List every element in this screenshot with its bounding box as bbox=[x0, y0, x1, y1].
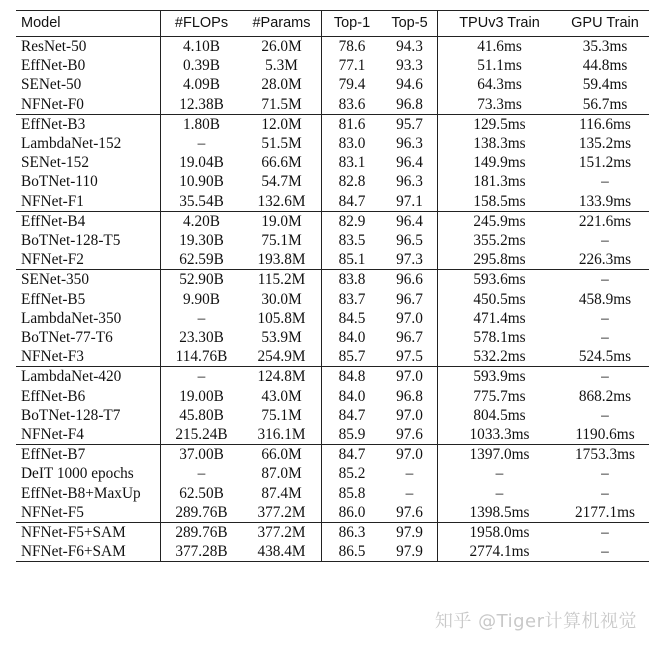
value-cell: 83.6 bbox=[322, 95, 383, 115]
value-cell: 96.8 bbox=[396, 387, 423, 405]
table-row bbox=[16, 192, 649, 212]
value-cell: 129.5ms bbox=[438, 114, 562, 134]
model-name-cell: SENet-152 bbox=[21, 154, 89, 172]
value-cell: 96.4 bbox=[396, 154, 423, 172]
value-cell: 450.5ms bbox=[438, 290, 562, 309]
value-cell: 215.24B bbox=[161, 425, 243, 445]
value-cell: 19.00B bbox=[161, 387, 243, 406]
value-cell: 96.6 bbox=[382, 270, 438, 290]
value-cell: 97.9 bbox=[382, 542, 438, 562]
value-cell: 12.38B bbox=[161, 95, 243, 115]
value-cell: 471.4ms bbox=[438, 309, 562, 328]
model-name-cell: BoTNet-110 bbox=[21, 173, 98, 191]
value-cell: 593.6ms bbox=[438, 270, 562, 290]
value-cell: – bbox=[561, 523, 649, 543]
table-row bbox=[16, 231, 649, 250]
table-row bbox=[16, 328, 649, 347]
value-cell: 75.1M bbox=[261, 232, 302, 250]
value-cell: 96.3 bbox=[396, 173, 423, 191]
value-cell: 64.3ms bbox=[438, 75, 562, 94]
value-cell: – bbox=[601, 173, 609, 191]
table-row bbox=[16, 270, 649, 290]
value-cell: – bbox=[601, 309, 609, 327]
value-cell: 868.2ms bbox=[578, 387, 632, 405]
value-cell: 81.6 bbox=[322, 114, 383, 134]
value-cell: 1958.0ms bbox=[438, 523, 562, 543]
value-cell: – bbox=[561, 542, 649, 562]
model-name-cell: EffNet-B5 bbox=[21, 290, 86, 308]
model-name-cell: EffNet-B3 bbox=[16, 114, 161, 134]
value-cell: 85.8 bbox=[322, 484, 383, 503]
value-cell: 19.0M bbox=[242, 211, 322, 231]
table-row bbox=[16, 523, 649, 543]
value-cell: 1397.0ms bbox=[438, 445, 562, 465]
model-name-cell: BoTNet-128-T7 bbox=[21, 406, 121, 424]
model-name-cell: SENet-50 bbox=[21, 76, 82, 94]
value-cell: – bbox=[601, 484, 609, 502]
value-cell: 66.6M bbox=[261, 154, 302, 172]
model-name-cell: EffNet-B7 bbox=[16, 445, 161, 465]
value-cell: 51.1ms bbox=[438, 56, 562, 75]
value-cell: 28.0M bbox=[261, 76, 302, 94]
table-row bbox=[16, 37, 649, 57]
value-cell: 56.7ms bbox=[561, 95, 649, 115]
model-name-cell: BoTNet-77-T6 bbox=[21, 329, 113, 347]
value-cell: 51.5M bbox=[261, 135, 302, 153]
value-cell: 86.5 bbox=[322, 542, 383, 562]
value-cell: – bbox=[561, 367, 649, 387]
table-row bbox=[16, 56, 649, 75]
value-cell: – bbox=[438, 464, 562, 483]
value-cell: 1753.3ms bbox=[561, 445, 649, 465]
model-name-cell: NFNet-F0 bbox=[16, 95, 161, 115]
value-cell: 438.4M bbox=[242, 542, 322, 562]
value-cell: 84.8 bbox=[322, 367, 383, 387]
value-cell: 52.90B bbox=[161, 270, 243, 290]
value-cell: 124.8M bbox=[242, 367, 322, 387]
value-cell: 62.50B bbox=[161, 484, 243, 503]
value-cell: – bbox=[438, 484, 562, 503]
value-cell: 804.5ms bbox=[438, 406, 562, 425]
value-cell: 377.2M bbox=[242, 503, 322, 523]
value-cell: 84.5 bbox=[322, 309, 383, 328]
value-cell: 84.0 bbox=[322, 387, 383, 406]
value-cell: 26.0M bbox=[261, 38, 302, 55]
value-cell: 181.3ms bbox=[438, 172, 562, 191]
model-name-cell: DeIT 1000 epochs bbox=[21, 465, 134, 483]
header-row bbox=[16, 11, 649, 37]
table-row bbox=[16, 309, 649, 328]
model-name-cell: NFNet-F1 bbox=[16, 192, 161, 212]
model-name-cell: LambdaNet-152 bbox=[21, 135, 122, 153]
table-row bbox=[16, 134, 649, 153]
value-cell: – bbox=[161, 464, 243, 483]
table-row bbox=[16, 445, 649, 465]
table-row bbox=[16, 172, 649, 191]
table-row bbox=[16, 464, 649, 483]
table-row bbox=[16, 503, 649, 523]
value-cell: 2177.1ms bbox=[561, 503, 649, 523]
value-cell: 158.5ms bbox=[438, 192, 562, 212]
value-cell: – bbox=[561, 270, 649, 290]
value-cell: 85.9 bbox=[322, 425, 383, 445]
value-cell: 23.30B bbox=[161, 328, 243, 347]
value-cell: 97.5 bbox=[382, 347, 438, 367]
value-cell: – bbox=[161, 367, 243, 387]
value-cell: 84.7 bbox=[322, 445, 383, 465]
value-cell: 83.5 bbox=[322, 231, 383, 250]
header-cell: #Params bbox=[242, 11, 322, 37]
value-cell: 12.0M bbox=[242, 114, 322, 134]
model-name-cell: ResNet-50 bbox=[21, 38, 87, 55]
value-cell: – bbox=[161, 309, 243, 328]
value-cell: 96.5 bbox=[396, 232, 423, 250]
value-cell: 79.4 bbox=[322, 75, 383, 94]
value-cell: 149.9ms bbox=[438, 153, 562, 172]
value-cell: 96.7 bbox=[396, 290, 423, 308]
value-cell: 87.0M bbox=[261, 465, 302, 483]
value-cell: 84.0 bbox=[322, 328, 383, 347]
header-cell: TPUv3 Train bbox=[438, 11, 562, 37]
value-cell: 77.1 bbox=[322, 56, 383, 75]
value-cell: 532.2ms bbox=[438, 347, 562, 367]
value-cell: 289.76B bbox=[161, 523, 243, 543]
table-row bbox=[16, 290, 649, 309]
value-cell: 19.30B bbox=[161, 231, 243, 250]
model-name-cell: EffNet-B0 bbox=[21, 57, 86, 75]
model-name-cell: LambdaNet-420 bbox=[16, 367, 161, 387]
value-cell: 66.0M bbox=[242, 445, 322, 465]
value-cell: 355.2ms bbox=[438, 231, 562, 250]
value-cell: 71.5M bbox=[242, 95, 322, 115]
header-cell: #FLOPs bbox=[161, 11, 243, 37]
value-cell: 1190.6ms bbox=[561, 425, 649, 445]
value-cell: 97.3 bbox=[382, 250, 438, 270]
header-cell: Top-5 bbox=[382, 11, 438, 37]
model-name-cell: EffNet-B6 bbox=[21, 387, 86, 405]
model-name-cell: SENet-350 bbox=[16, 270, 161, 290]
value-cell: 84.7 bbox=[322, 406, 383, 425]
value-cell: 35.3ms bbox=[582, 38, 628, 55]
model-name-cell: NFNet-F3 bbox=[16, 347, 161, 367]
header-cell: GPU Train bbox=[561, 11, 649, 37]
value-cell: – bbox=[601, 232, 609, 250]
table-row bbox=[16, 250, 649, 270]
value-cell: 1033.3ms bbox=[438, 425, 562, 445]
model-name-cell: NFNet-F5 bbox=[16, 503, 161, 523]
value-cell: 59.4ms bbox=[582, 76, 628, 94]
value-cell: 41.6ms bbox=[438, 37, 562, 57]
value-cell: 94.6 bbox=[396, 76, 423, 94]
table-row bbox=[16, 211, 649, 231]
value-cell: 45.80B bbox=[161, 406, 243, 425]
value-cell: 82.8 bbox=[322, 172, 383, 191]
value-cell: 9.90B bbox=[161, 290, 243, 309]
value-cell: 138.3ms bbox=[438, 134, 562, 153]
model-name-cell: EffNet-B8+MaxUp bbox=[21, 484, 141, 502]
value-cell: 151.2ms bbox=[578, 154, 632, 172]
value-cell: – bbox=[405, 484, 414, 502]
value-cell: 97.6 bbox=[382, 503, 438, 523]
value-cell: – bbox=[601, 465, 609, 483]
value-cell: 97.0 bbox=[382, 367, 438, 387]
results-table bbox=[16, 10, 649, 562]
value-cell: 83.8 bbox=[322, 270, 383, 290]
value-cell: 133.9ms bbox=[561, 192, 649, 212]
value-cell: 96.3 bbox=[396, 135, 423, 153]
model-name-cell: BoTNet-128-T5 bbox=[21, 232, 121, 250]
value-cell: 78.6 bbox=[322, 37, 383, 57]
value-cell: 105.8M bbox=[257, 309, 306, 327]
header-cell: Top-1 bbox=[322, 11, 383, 37]
value-cell: 75.1M bbox=[261, 406, 302, 424]
value-cell: 54.7M bbox=[261, 173, 302, 191]
value-cell: 593.9ms bbox=[438, 367, 562, 387]
watermark: 知乎 @Tiger计算机视觉 bbox=[434, 611, 637, 632]
table-row bbox=[16, 406, 649, 425]
value-cell: 30.0M bbox=[261, 290, 302, 308]
value-cell: 87.4M bbox=[261, 484, 302, 502]
value-cell: 295.8ms bbox=[438, 250, 562, 270]
value-cell: 245.9ms bbox=[438, 211, 562, 231]
value-cell: 62.59B bbox=[161, 250, 243, 270]
value-cell: 2774.1ms bbox=[438, 542, 562, 562]
header-cell: Model bbox=[16, 11, 161, 37]
value-cell: 97.9 bbox=[382, 523, 438, 543]
value-cell: 19.04B bbox=[161, 153, 243, 172]
value-cell: 35.54B bbox=[161, 192, 243, 212]
value-cell: 4.09B bbox=[161, 75, 243, 94]
value-cell: 96.7 bbox=[396, 329, 423, 347]
value-cell: 96.4 bbox=[382, 211, 438, 231]
table-row bbox=[16, 114, 649, 134]
model-name-cell: NFNet-F2 bbox=[16, 250, 161, 270]
value-cell: 83.7 bbox=[322, 290, 383, 309]
value-cell: 97.0 bbox=[382, 445, 438, 465]
model-name-cell: EffNet-B4 bbox=[16, 211, 161, 231]
table-row bbox=[16, 387, 649, 406]
value-cell: 1.80B bbox=[161, 114, 243, 134]
value-cell: 377.2M bbox=[242, 523, 322, 543]
value-cell: 114.76B bbox=[161, 347, 243, 367]
value-cell: 377.28B bbox=[161, 542, 243, 562]
value-cell: 85.1 bbox=[322, 250, 383, 270]
value-cell: 4.10B bbox=[161, 37, 243, 57]
value-cell: 94.3 bbox=[396, 38, 423, 55]
value-cell: 0.39B bbox=[161, 56, 243, 75]
value-cell: 132.6M bbox=[242, 192, 322, 212]
value-cell: – bbox=[161, 134, 243, 153]
value-cell: – bbox=[601, 406, 609, 424]
value-cell: 97.6 bbox=[382, 425, 438, 445]
table-row bbox=[16, 484, 649, 503]
value-cell: 226.3ms bbox=[561, 250, 649, 270]
value-cell: 83.0 bbox=[322, 134, 383, 153]
value-cell: 289.76B bbox=[161, 503, 243, 523]
model-name-cell: LambdaNet-350 bbox=[21, 309, 122, 327]
value-cell: 578.1ms bbox=[438, 328, 562, 347]
value-cell: 84.7 bbox=[322, 192, 383, 212]
value-cell: 85.2 bbox=[322, 464, 383, 483]
value-cell: 93.3 bbox=[396, 57, 423, 75]
value-cell: 458.9ms bbox=[578, 290, 632, 308]
model-name-cell: NFNet-F5+SAM bbox=[16, 523, 161, 543]
model-name-cell: NFNet-F4 bbox=[16, 425, 161, 445]
value-cell: 43.0M bbox=[261, 387, 302, 405]
table-body bbox=[16, 37, 649, 562]
table-row bbox=[16, 425, 649, 445]
value-cell: 37.00B bbox=[161, 445, 243, 465]
table-row bbox=[16, 153, 649, 172]
value-cell: 4.20B bbox=[161, 211, 243, 231]
value-cell: 95.7 bbox=[382, 114, 438, 134]
table-row bbox=[16, 347, 649, 367]
value-cell: 221.6ms bbox=[561, 211, 649, 231]
value-cell: 775.7ms bbox=[438, 387, 562, 406]
value-cell: 316.1M bbox=[242, 425, 322, 445]
value-cell: 85.7 bbox=[322, 347, 383, 367]
value-cell: 115.2M bbox=[242, 270, 322, 290]
value-cell: – bbox=[405, 465, 414, 483]
value-cell: 82.9 bbox=[322, 211, 383, 231]
table-row bbox=[16, 75, 649, 94]
value-cell: 254.9M bbox=[242, 347, 322, 367]
value-cell: 97.1 bbox=[382, 192, 438, 212]
value-cell: 5.3M bbox=[265, 57, 298, 75]
table-row bbox=[16, 367, 649, 387]
value-cell: – bbox=[601, 329, 609, 347]
table-row bbox=[16, 542, 649, 562]
value-cell: 524.5ms bbox=[561, 347, 649, 367]
table-row bbox=[16, 95, 649, 115]
value-cell: 10.90B bbox=[161, 172, 243, 191]
value-cell: 96.8 bbox=[382, 95, 438, 115]
value-cell: 86.3 bbox=[322, 523, 383, 543]
value-cell: 83.1 bbox=[322, 153, 383, 172]
value-cell: 97.0 bbox=[396, 406, 423, 424]
value-cell: 135.2ms bbox=[578, 135, 632, 153]
value-cell: 1398.5ms bbox=[438, 503, 562, 523]
value-cell: 53.9M bbox=[261, 329, 302, 347]
model-name-cell: NFNet-F6+SAM bbox=[16, 542, 161, 562]
value-cell: 44.8ms bbox=[582, 57, 628, 75]
value-cell: 97.0 bbox=[396, 309, 423, 327]
value-cell: 193.8M bbox=[242, 250, 322, 270]
value-cell: 86.0 bbox=[322, 503, 383, 523]
value-cell: 116.6ms bbox=[561, 114, 649, 134]
value-cell: 73.3ms bbox=[438, 95, 562, 115]
